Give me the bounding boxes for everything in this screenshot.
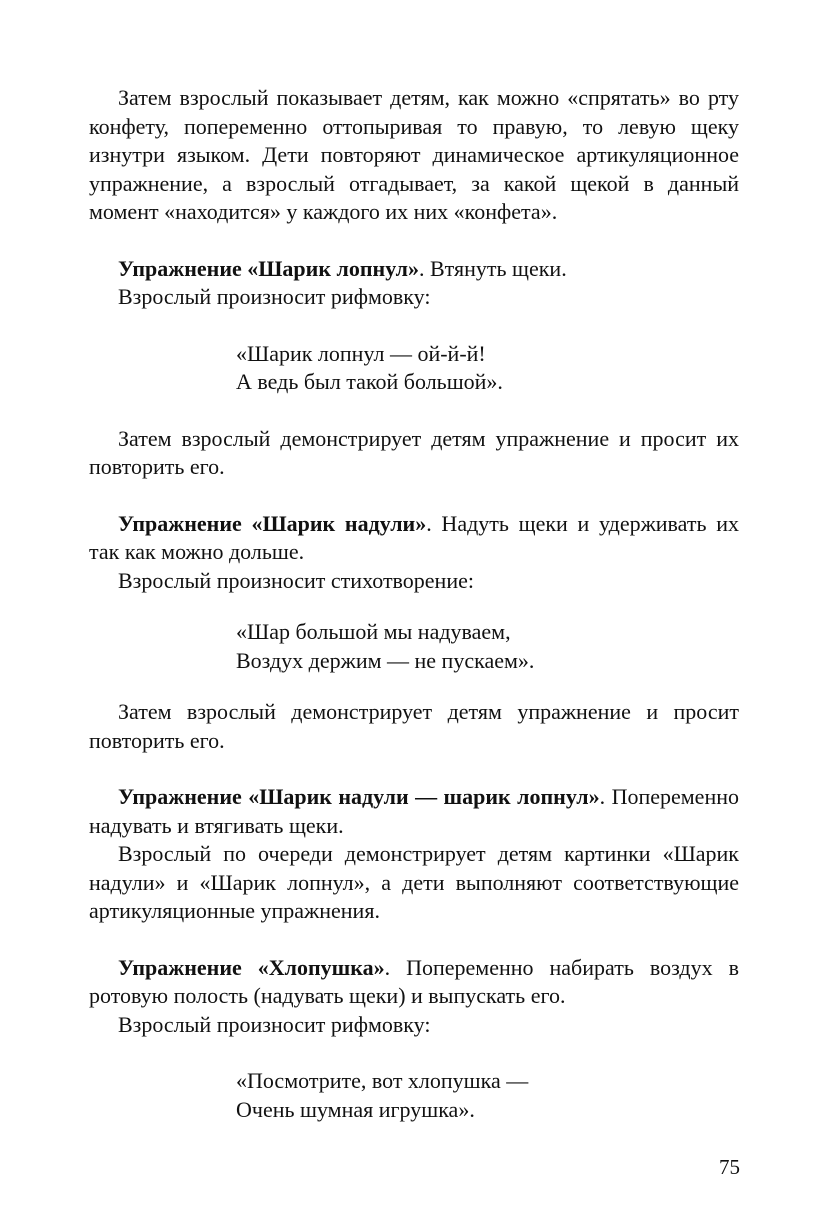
poem-line: Очень шумная игрушка». (236, 1096, 475, 1122)
exercise-instruction: . Попеременно надувать и втягивать щеки. (89, 784, 739, 838)
poem-line: Воздух держим — не пускаем». (236, 647, 535, 673)
paragraph-hide-candy: Затем взрослый показывает детям, как можно «спрятать» во рту конфету, попеременно оттопыривая то правую, то левую щеку изнутри языком. Дети повторяют динамическое артикуляционное упражнение, а взрослый отгадывает, за какой щекой в данный момент «находится» у каждого их них «конфета». (89, 85, 739, 224)
poem-line: «Шарик лопнул — ой-й-й! (236, 340, 486, 366)
poem-balloon-inflated (89, 618, 739, 675)
exercise-inflated-popped-heading (89, 783, 739, 840)
exercise-balloon-inflated-heading (89, 510, 739, 567)
exercise-instruction: . Надуть щеки и удерживать их так как можно дольше. (89, 510, 739, 564)
exercise-title: Упражнение «Шарик надули — шарик лопнул» (118, 784, 600, 809)
paragraph-demonstrate-repeat: Затем взрослый демонстрирует детям упражнение и просит повторить его. (89, 699, 739, 753)
exercise-popper-heading (89, 954, 739, 1011)
exercise-title: Упражнение «Шарик лопнул» (118, 255, 419, 281)
exercise-instruction: . Попеременно набирать воздух в ротовую полость (надувать щеки) и выпускать его. (89, 954, 739, 1008)
paragraph-pictures: Взрослый по очереди демонстрирует детям картинки «Шарик надули» и «Шарик лопнул», а дети выполняют соответствующие артикуляционные упражнения. (89, 841, 739, 923)
body-text (89, 84, 739, 1124)
rhyme-intro: Взрослый произносит рифмовку: (118, 284, 431, 309)
poem-intro: Взрослый произносит стихотворение: (118, 567, 474, 593)
poem-line: «Посмотрите, вот хлопушка — (236, 1068, 529, 1093)
exercise-title: Упражнение «Шарик надули» (118, 510, 427, 536)
poem-line: «Шар большой мы надуваем, (236, 619, 511, 644)
exercise-title: Упражнение «Хлопушка» (118, 954, 385, 980)
exercise-balloon-popped-heading (89, 255, 739, 284)
poem-balloon-popped (89, 340, 739, 397)
rhyme-intro: Взрослый произносит рифмовку: (118, 1011, 431, 1037)
poem-line: А ведь был такой большой». (236, 369, 503, 394)
page-number: 75 (719, 1155, 740, 1179)
exercise-instruction: . Втянуть щеки. (419, 255, 567, 281)
paragraph-demonstrate: Затем взрослый демонстрирует детям упражнение и просит их повторить его. (89, 425, 739, 479)
poem-popper (89, 1067, 739, 1124)
